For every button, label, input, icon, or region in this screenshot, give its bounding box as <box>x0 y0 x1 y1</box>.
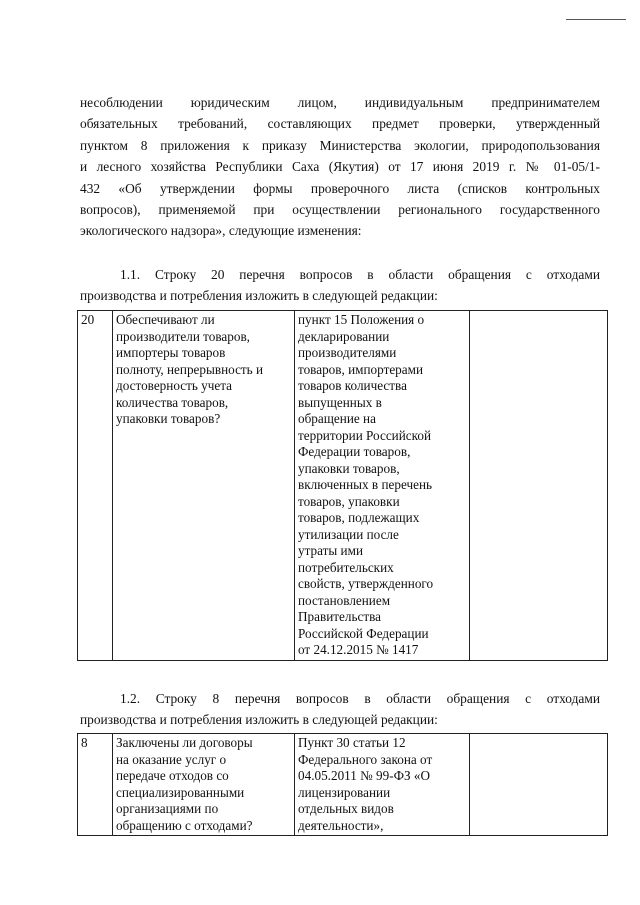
reference-line: 04.05.2011 № 99-ФЗ «О <box>298 768 431 783</box>
question-line: обращению с отходами? <box>116 817 253 833</box>
reference-line: утилизации после <box>298 526 399 542</box>
note-cell <box>470 734 608 836</box>
reference-line: Федерального закона от <box>298 751 433 767</box>
table-row-8 <box>77 733 608 836</box>
row-number: 20 <box>81 312 95 327</box>
reference-line: Федерации товаров, <box>298 444 411 459</box>
section-1-1-paragraph <box>80 264 600 307</box>
reference-line: обращение на <box>298 411 376 426</box>
reference-line: от 24.12.2015 № 1417 <box>298 642 419 657</box>
question-line: полноту, непрерывность и <box>116 361 264 377</box>
question-line: специализированными <box>116 784 245 800</box>
reference-line: деятельности», <box>298 817 384 833</box>
intro-line: вопросов), применяемой при осуществлении регионального государственного <box>80 202 600 218</box>
question-cell <box>113 734 295 836</box>
section-1-1-line: производства и потребления изложить в следующей редакции: <box>80 288 438 304</box>
reference-line: потребительских <box>298 559 394 575</box>
row-number-cell <box>78 311 113 661</box>
section-1-2-line: производства и потребления изложить в следующей редакции: <box>80 712 438 728</box>
reference-line: свойств, утвержденного <box>298 576 434 591</box>
question-line: Заключены ли договоры <box>116 735 253 750</box>
header-rule <box>566 19 626 20</box>
reference-line: производителями <box>298 345 397 360</box>
note-cell <box>470 311 608 661</box>
reference-line: товаров количества <box>298 378 407 393</box>
reference-line: лицензировании <box>298 784 391 800</box>
reference-cell <box>295 311 470 661</box>
intro-paragraph <box>80 92 600 242</box>
reference-line: декларировании <box>298 328 390 344</box>
intro-line: несоблюдении юридическим лицом, индивидуальным предпринимателем <box>80 95 600 110</box>
reference-line: Правительства <box>298 609 381 624</box>
reference-line: товаров, подлежащих <box>298 510 420 525</box>
question-line: упаковки товаров? <box>116 411 221 426</box>
reference-line: Пункт 30 статьи 12 <box>298 735 406 750</box>
question-line: Обеспечивают ли <box>116 312 215 327</box>
reference-line: постановлением <box>298 592 391 608</box>
reference-line: выпущенных в <box>298 394 382 410</box>
question-line: достоверность учета <box>116 378 233 393</box>
section-1-2-line: 1.2. Строку 8 перечня вопросов в области обращения с отходами <box>120 691 600 706</box>
question-line: передаче отходов со <box>116 768 229 783</box>
reference-line: товаров, импортерами <box>298 361 424 377</box>
section-1-1-line: 1.1. Строку 20 перечня вопросов в области обращения с отходами <box>120 267 600 282</box>
intro-line: экологического надзора», следующие изменения: <box>80 223 362 239</box>
reference-line: отдельных видов <box>298 801 394 816</box>
intro-line: обязательных требований, составляющих предмет проверки, утвержденный <box>80 116 600 132</box>
reference-cell <box>295 734 470 836</box>
reference-line: утраты ими <box>298 543 364 558</box>
row-number-cell <box>78 734 113 836</box>
question-line: количества товаров, <box>116 394 229 410</box>
reference-line: территории Российской <box>298 427 432 443</box>
intro-line: пунктом 8 приложения к приказу Министерства экологии, природопользования <box>80 137 600 153</box>
reference-line: включенных в перечень <box>298 477 433 492</box>
question-line: организациями по <box>116 801 219 816</box>
intro-line: и лесного хозяйства Республики Саха (Якутия) от 17 июня 2019 г. № 01-05/1- <box>80 159 600 175</box>
table-row <box>78 734 608 836</box>
question-cell <box>113 311 295 661</box>
reference-line: упаковки товаров, <box>298 460 400 476</box>
intro-line: 432 «Об утверждении формы проверочного листа (списков контрольных <box>80 180 600 196</box>
reference-line: Российской Федерации <box>298 625 429 641</box>
section-1-2-paragraph <box>80 688 600 731</box>
question-line: импортеры товаров <box>116 345 226 360</box>
table-row-20 <box>77 310 608 661</box>
reference-line: товаров, упаковки <box>298 493 400 509</box>
question-line: на оказание услуг о <box>116 751 227 767</box>
row-number: 8 <box>81 735 88 750</box>
question-line: производители товаров, <box>116 328 250 344</box>
reference-line: пункт 15 Положения о <box>298 312 425 327</box>
table-row <box>78 311 608 661</box>
